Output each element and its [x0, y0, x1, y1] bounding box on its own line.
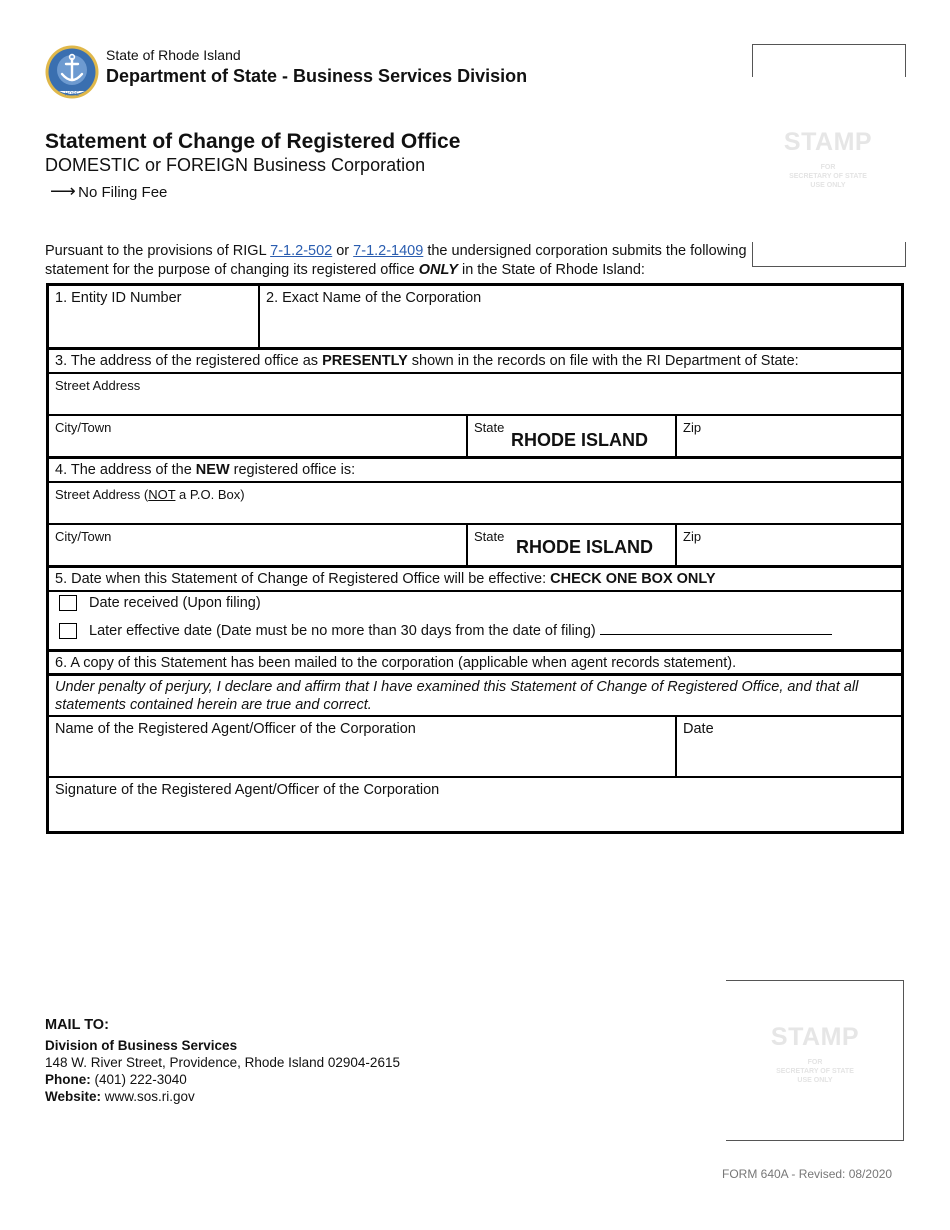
agent-name-field[interactable]	[49, 717, 675, 776]
section-5-heading: 5. Date when this Statement of Change of Registered Office will be effective: CHECK ONE BOX ONLY	[49, 565, 901, 590]
option-upon-filing	[59, 595, 891, 622]
website-line: Website: www.sos.ri.gov	[45, 1089, 195, 1104]
stamp-label: STAMP	[783, 128, 873, 156]
mail-to-heading: MAIL TO:	[45, 1017, 109, 1033]
new-city-row	[49, 523, 901, 565]
later-date-checkbox[interactable]	[59, 623, 77, 639]
rigl-link-502[interactable]: 7-1.2-502	[270, 243, 333, 259]
new-street-address-label: Street Address (NOT a P.O. Box)	[55, 487, 245, 502]
entity-id-label: 1. Entity ID Number	[55, 290, 182, 306]
zip-label: Zip	[683, 420, 702, 435]
new-street-address-field[interactable]	[49, 481, 901, 523]
mailing-address: 148 W. River Street, Providence, Rhode Island 02904-2615	[45, 1055, 400, 1070]
state-line: State of Rhode Island	[106, 47, 241, 63]
form-subtitle: DOMESTIC or FOREIGN Business Corporation	[45, 155, 426, 175]
street-address-label: Street Address	[55, 378, 141, 393]
option-upon-filing-label: Date received (Upon filing)	[89, 595, 261, 611]
section-6-text: 6. A copy of this Statement has been mailed to the corporation (applicable when agent records statement).	[55, 655, 737, 671]
present-zip-field[interactable]	[675, 416, 901, 456]
corporation-name-field[interactable]	[258, 286, 901, 347]
entity-id-field[interactable]	[49, 286, 258, 347]
signature-field[interactable]	[49, 776, 901, 831]
stamp-note: FOR SECRETARY OF STATE USE ONLY	[776, 1059, 854, 1084]
present-city-field[interactable]	[49, 416, 466, 456]
stamp-box-top	[752, 44, 906, 77]
svg-text:HOPE: HOPE	[64, 91, 80, 98]
effective-date-options	[49, 590, 901, 649]
section-3-heading: 3. The address of the registered office as PRESENTLY shown in the records on file with the RI Department of State:	[49, 347, 901, 372]
zip-label: Zip	[683, 529, 702, 544]
new-city-field[interactable]	[49, 525, 466, 565]
rhode-island-seal-logo	[45, 45, 99, 99]
form-footer: FORM 640A - Revised: 08/2020	[722, 1167, 893, 1181]
section-1-2	[49, 286, 901, 347]
stamp-area-top	[752, 128, 904, 190]
stamp-label: STAMP	[770, 1023, 860, 1051]
option-later-date	[59, 622, 891, 639]
present-state-field	[466, 416, 675, 456]
perjury-statement: Under penalty of perjury, I declare and affirm that I have examined this Statement of Change of Registered Office, and that all statements contained herein are true and correct.	[49, 673, 901, 715]
city-label: City/Town	[55, 529, 112, 544]
agent-name-label: Name of the Registered Agent/Officer of the Corporation	[55, 721, 416, 737]
arrow-right-icon: ⟶	[50, 181, 76, 201]
new-zip-field[interactable]	[675, 525, 901, 565]
intro-paragraph: Pursuant to the provisions of RIGL 7-1.2-502 or 7-1.2-1409 the undersigned corporation submits the following statement for the purpose of changing its registered office ONLY in the State of Rhode Island:	[45, 243, 747, 278]
date-label: Date	[683, 721, 714, 737]
new-state-field	[466, 525, 675, 565]
section-4-heading: 4. The address of the NEW registered office is:	[49, 456, 901, 481]
city-label: City/Town	[55, 420, 112, 435]
date-field[interactable]	[675, 717, 901, 776]
section-6	[49, 649, 901, 673]
department-title: Department of State - Business Services Division	[106, 66, 528, 86]
rigl-link-1409[interactable]: 7-1.2-1409	[353, 243, 424, 259]
present-street-address-field[interactable]	[49, 372, 901, 414]
phone-line: Phone: (401) 222-3040	[45, 1072, 187, 1087]
state-label: State	[474, 529, 505, 544]
mail-to-block	[45, 1017, 400, 1105]
fee-note	[50, 181, 168, 201]
new-state-value: RHODE ISLAND	[516, 537, 654, 557]
later-date-input[interactable]	[600, 622, 832, 635]
stamp-note: FOR SECRETARY OF STATE USE ONLY	[789, 164, 867, 189]
option-later-date-label: Later effective date (Date must be no more than 30 days from the date of filing)	[89, 623, 596, 639]
fee-note-text: No Filing Fee	[78, 184, 168, 201]
form-table	[46, 283, 904, 834]
corporation-name-label: 2. Exact Name of the Corporation	[266, 290, 482, 306]
division-name: Division of Business Services	[45, 1038, 238, 1053]
stamp-area-bottom	[726, 1023, 904, 1085]
upon-filing-checkbox[interactable]	[59, 595, 77, 611]
signature-label: Signature of the Registered Agent/Officer of the Corporation	[55, 782, 440, 798]
stamp-box-mid	[752, 242, 906, 267]
present-city-row	[49, 414, 901, 456]
form-title: Statement of Change of Registered Office	[45, 130, 461, 153]
state-label: State	[474, 420, 505, 435]
present-state-value: RHODE ISLAND	[511, 430, 649, 450]
agent-name-row	[49, 715, 901, 776]
